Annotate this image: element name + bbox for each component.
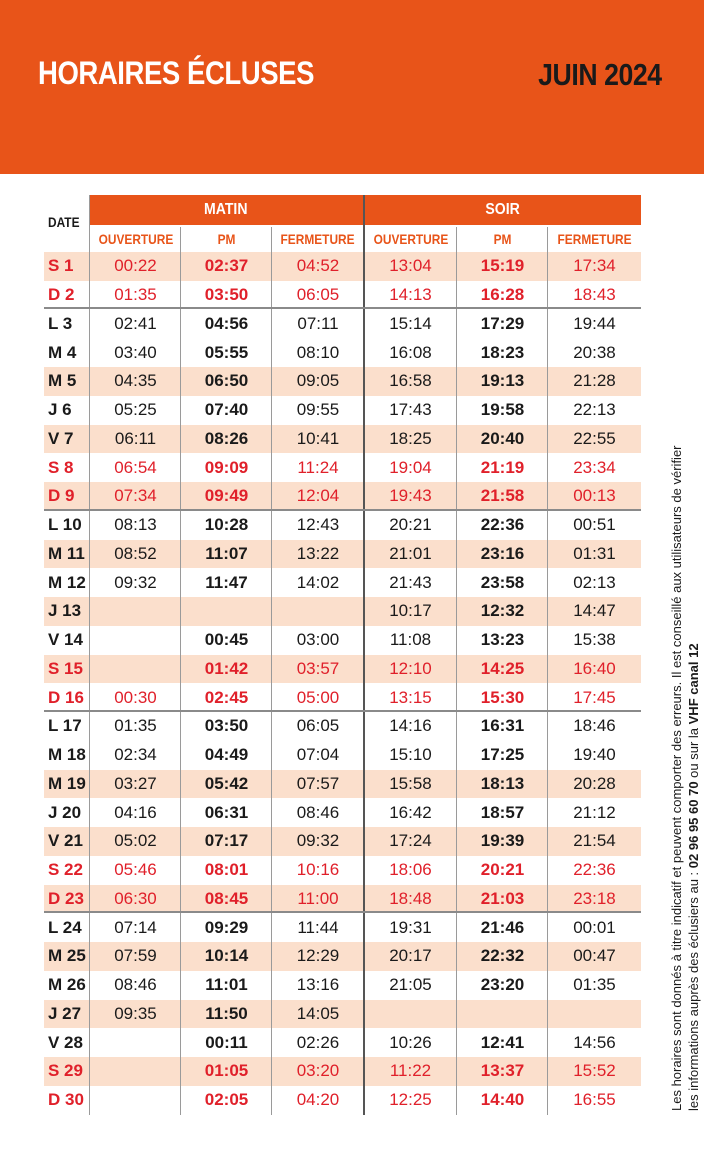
page-header [0,0,704,174]
time-cell: 06:54 [114,457,157,477]
table-row [44,655,641,684]
time-cell: 05:46 [114,860,157,880]
table-row [44,1057,641,1086]
time-cell: 15:10 [389,745,432,765]
week-separator [44,911,641,913]
time-cell: 07:11 [297,313,339,333]
time-cell: 08:10 [296,342,340,362]
time-cell: 00:45 [204,630,249,650]
subheader-matin-pm: PM [217,231,236,247]
date-cell: M 12 [48,572,86,592]
time-cell [90,626,181,655]
time-cell: 15:52 [573,1061,616,1081]
time-cell: 09:05 [296,371,340,391]
table-row [44,741,641,770]
time-cell: 21:28 [573,371,616,391]
time-cell: 19:58 [480,400,525,420]
date-cell: M 19 [48,773,86,793]
time-cell: 09:29 [204,917,249,937]
time-cell: 22:32 [480,946,525,966]
date-cell: J 13 [48,601,82,621]
time-cell: 07:04 [296,745,340,765]
column-divider [89,195,90,1115]
time-cell: 02:26 [296,1032,340,1052]
subheader-soir-pm: PM [493,231,512,247]
date-cell: D 2 [48,285,75,305]
date-cell: M 4 [48,342,77,362]
time-cell: 02:05 [204,1090,249,1110]
time-cell: 20:28 [573,773,616,793]
date-cell: D 16 [48,687,84,707]
time-cell: 00:11 [205,1032,248,1052]
time-cell: 17:29 [480,313,525,333]
time-cell: 02:45 [204,687,249,707]
time-cell: 14:40 [480,1090,525,1110]
time-cell: 10:26 [389,1032,432,1052]
date-cell: D 9 [48,486,75,506]
time-cell: 23:18 [573,888,616,908]
table-row [44,1086,641,1115]
time-cell: 11:50 [205,1003,248,1023]
time-cell: 11:24 [297,457,339,477]
time-cell: 18:25 [389,428,432,448]
time-cell: 06:11 [114,428,157,448]
time-cell: 16:40 [573,658,616,678]
time-cell: 05:25 [114,400,157,420]
table-row [44,856,641,885]
page-title: HORAIRES ÉCLUSES [38,55,315,91]
time-cell: 08:45 [204,888,249,908]
time-cell [90,1086,181,1115]
time-cell: 12:04 [296,486,340,506]
table-row [44,281,641,310]
date-cell: S 29 [48,1061,83,1081]
week-separator [44,307,641,309]
time-cell: 07:14 [114,917,157,937]
time-cell [181,597,272,626]
table-row [44,798,641,827]
table-row [44,770,641,799]
table-row [44,827,641,856]
time-cell: 00:01 [573,917,616,937]
time-cell: 05:02 [114,831,157,851]
time-cell: 13:37 [480,1061,525,1081]
time-cell: 22:13 [573,400,616,420]
time-cell: 17:25 [480,745,525,765]
table-row [44,252,641,281]
time-cell: 09:09 [204,457,249,477]
date-cell: M 5 [48,371,77,391]
time-cell: 14:56 [573,1032,616,1052]
date-cell: S 22 [48,860,83,880]
time-cell: 03:00 [296,630,340,650]
time-cell: 04:20 [296,1090,340,1110]
column-divider [456,227,457,1115]
time-cell: 04:56 [204,313,249,333]
time-cell: 00:47 [573,946,616,966]
time-cell: 14:16 [389,716,432,736]
time-cell: 21:12 [573,802,616,822]
date-cell: J 20 [48,802,82,822]
time-cell: 04:52 [296,256,340,276]
time-cell: 22:36 [573,860,616,880]
time-cell: 07:17 [204,831,249,851]
time-cell: 17:45 [573,687,616,707]
time-cell: 04:49 [204,745,249,765]
time-cell [90,1057,181,1086]
subheader-matin-fermeture: FERMETURE [280,231,356,247]
time-cell: 03:50 [204,716,249,736]
time-cell: 17:24 [389,831,432,851]
time-cell: 04:35 [114,371,157,391]
time-cell: 19:43 [389,486,432,506]
table-row [44,885,641,914]
time-cell [364,1000,457,1029]
time-cell: 09:32 [114,572,157,592]
time-cell: 14:05 [296,1003,340,1023]
table-row [44,367,641,396]
phone-number: 02 96 95 60 70 [686,781,701,869]
time-cell: 23:34 [573,457,616,477]
time-cell: 13:04 [389,256,432,276]
table-row [44,913,641,942]
time-cell: 10:28 [204,515,249,535]
time-cell: 23:20 [480,975,525,995]
week-separator [44,509,641,511]
time-cell: 01:35 [573,975,616,995]
column-divider [180,227,181,1115]
disclaimer-note [668,111,702,1111]
time-cell: 18:48 [389,888,432,908]
table-row [44,1028,641,1057]
time-cell: 07:40 [204,400,249,420]
date-cell: M 18 [48,745,86,765]
time-cell: 06:50 [204,371,249,391]
time-cell: 18:43 [573,285,616,305]
disclaimer-line-1: Les horaires sont donnés à titre indicatif et peuvent comporter des erreurs. Il est conseillé aux utilisateurs de vérifier [669,445,684,1111]
time-cell: 08:01 [204,860,249,880]
time-cell: 19:40 [573,745,616,765]
time-cell: 07:57 [296,773,340,793]
time-cell: 00:22 [114,256,157,276]
time-cell: 14:13 [389,285,432,305]
time-cell: 15:30 [480,687,525,707]
time-cell: 19:44 [573,313,616,333]
time-cell: 18:23 [480,342,525,362]
time-cell: 17:43 [389,400,432,420]
group-header-matin: MATIN [89,195,363,225]
time-cell: 21:43 [389,572,432,592]
time-cell: 02:13 [573,572,616,592]
vhf-channel: VHF canal 12 [686,643,701,725]
disclaimer-line-2: les informations auprès des éclusiers au : 02 96 95 60 70 ou sur la VHF canal 12 [686,643,701,1111]
time-cell [90,597,181,626]
time-cell: 20:17 [389,946,432,966]
table-row [44,626,641,655]
date-cell: J 27 [48,1003,82,1023]
time-cell: 19:13 [480,371,525,391]
time-cell: 03:50 [204,285,249,305]
time-cell: 18:46 [573,716,616,736]
time-cell: 11:00 [297,888,339,908]
table-row [44,511,641,540]
table-row [44,482,641,511]
date-cell: L 10 [48,515,82,535]
table-row [44,942,641,971]
time-cell: 16:55 [573,1090,616,1110]
time-cell: 11:47 [205,572,248,592]
date-cell: J 6 [48,400,72,420]
time-cell: 21:54 [573,831,616,851]
table-row [44,396,641,425]
date-cell: L 3 [48,313,73,333]
date-cell: S 8 [48,457,74,477]
date-cell: D 23 [48,888,84,908]
time-cell: 21:19 [480,457,525,477]
time-cell: 13:15 [389,687,432,707]
table-row [44,338,641,367]
time-cell: 21:58 [480,486,525,506]
time-cell: 11:44 [297,917,339,937]
time-cell: 18:06 [389,860,432,880]
time-cell: 16:42 [389,802,432,822]
date-cell: S 15 [48,658,83,678]
time-cell [90,1028,181,1057]
time-cell: 02:34 [114,745,157,765]
subheader-matin-ouverture: OUVERTURE [98,231,173,247]
time-cell: 08:13 [114,515,157,535]
time-cell: 16:31 [480,716,525,736]
date-cell: M 26 [48,975,86,995]
time-cell: 03:27 [114,773,157,793]
time-cell: 05:00 [296,687,340,707]
time-cell: 21:46 [480,917,525,937]
date-cell: V 14 [48,630,83,650]
time-cell: 23:58 [480,572,525,592]
time-cell: 11:01 [205,975,248,995]
time-cell: 10:41 [296,428,340,448]
date-column-header: DATE [48,214,80,230]
time-cell: 14:47 [573,601,616,621]
time-cell: 01:42 [204,658,249,678]
time-cell: 13:22 [296,543,340,563]
time-cell: 12:41 [480,1032,525,1052]
time-cell: 05:42 [204,773,249,793]
time-cell: 02:37 [204,256,249,276]
time-cell: 19:39 [480,831,525,851]
table-row [44,540,641,569]
table-row [44,683,641,712]
time-cell: 20:38 [573,342,616,362]
date-cell: M 25 [48,946,86,966]
time-cell: 00:13 [573,486,616,506]
time-cell: 19:04 [389,457,432,477]
time-cell: 09:35 [114,1003,157,1023]
subheader-soir-ouverture: OUVERTURE [373,231,448,247]
time-cell: 06:05 [296,716,340,736]
month-label: JUIN 2024 [538,57,662,92]
date-cell: V 28 [48,1032,83,1052]
time-cell: 06:05 [296,285,340,305]
time-cell: 01:31 [573,543,616,563]
time-cell: 13:16 [296,975,340,995]
time-cell: 14:25 [480,658,525,678]
time-cell: 08:26 [204,428,249,448]
time-cell: 00:51 [573,515,616,535]
week-separator [44,710,641,712]
time-cell: 10:14 [204,946,249,966]
time-cell: 06:31 [204,802,249,822]
time-cell: 10:17 [389,601,432,621]
time-cell: 11:08 [389,630,432,650]
time-cell: 08:46 [114,975,157,995]
time-cell: 09:32 [296,831,340,851]
time-cell: 02:41 [114,313,157,333]
column-divider-main [363,195,365,1115]
date-cell: V 7 [48,428,74,448]
table-row [44,971,641,1000]
time-cell: 12:25 [389,1090,432,1110]
time-cell: 01:35 [114,285,157,305]
time-cell: 13:23 [480,630,525,650]
table-row [44,425,641,454]
time-cell: 12:32 [480,601,525,621]
table-row [44,1000,641,1029]
time-cell: 11:07 [205,543,248,563]
group-header-soir: SOIR [365,195,641,225]
date-cell: S 1 [48,256,74,276]
time-cell: 08:46 [296,802,340,822]
time-cell [548,1000,641,1029]
time-cell: 03:57 [296,658,340,678]
time-cell: 10:16 [296,860,340,880]
time-cell: 21:03 [480,888,525,908]
time-cell: 22:36 [480,515,525,535]
time-cell: 12:10 [389,658,432,678]
time-cell [90,655,181,684]
column-divider [547,227,548,1115]
time-cell: 16:58 [389,371,432,391]
time-cell: 03:20 [296,1061,340,1081]
time-cell: 16:08 [389,342,432,362]
date-cell: M 11 [48,543,85,563]
date-cell: V 21 [48,831,83,851]
table-row [44,712,641,741]
time-cell [272,597,364,626]
time-cell: 07:59 [114,946,157,966]
time-cell: 11:22 [389,1061,432,1081]
time-cell: 00:30 [114,687,157,707]
time-cell [457,1000,548,1029]
time-cell: 01:35 [114,716,157,736]
time-cell: 09:55 [296,400,340,420]
time-cell: 17:34 [573,256,616,276]
time-cell: 14:02 [296,572,340,592]
time-cell: 15:19 [480,256,525,276]
time-cell: 03:40 [114,342,157,362]
time-cell: 12:29 [296,946,340,966]
column-divider [271,227,272,1115]
time-cell: 07:34 [114,486,157,506]
time-cell: 22:55 [573,428,616,448]
time-cell: 23:16 [480,543,525,563]
time-cell: 15:14 [389,313,432,333]
time-cell: 18:57 [480,802,525,822]
date-cell: L 17 [48,716,82,736]
time-cell: 20:21 [480,860,525,880]
time-cell: 20:40 [480,428,525,448]
time-cell: 20:21 [389,515,432,535]
time-cell: 15:38 [573,630,616,650]
time-cell: 18:13 [480,773,525,793]
time-cell: 06:30 [114,888,157,908]
time-cell: 16:28 [480,285,525,305]
table-row [44,453,641,482]
time-cell: 12:43 [296,515,340,535]
time-cell: 15:58 [389,773,432,793]
time-cell: 08:52 [114,543,157,563]
time-cell: 21:05 [389,975,432,995]
table-row [44,568,641,597]
table-row [44,597,641,626]
time-cell: 05:55 [204,342,249,362]
time-cell: 09:49 [204,486,249,506]
time-cell: 04:16 [114,802,157,822]
time-cell: 01:05 [204,1061,249,1081]
time-cell: 19:31 [389,917,432,937]
table-row [44,310,641,339]
date-cell: D 30 [48,1090,84,1110]
subheader-soir-fermeture: FERMETURE [557,231,632,247]
time-cell: 21:01 [389,543,432,563]
date-cell: L 24 [48,917,82,937]
